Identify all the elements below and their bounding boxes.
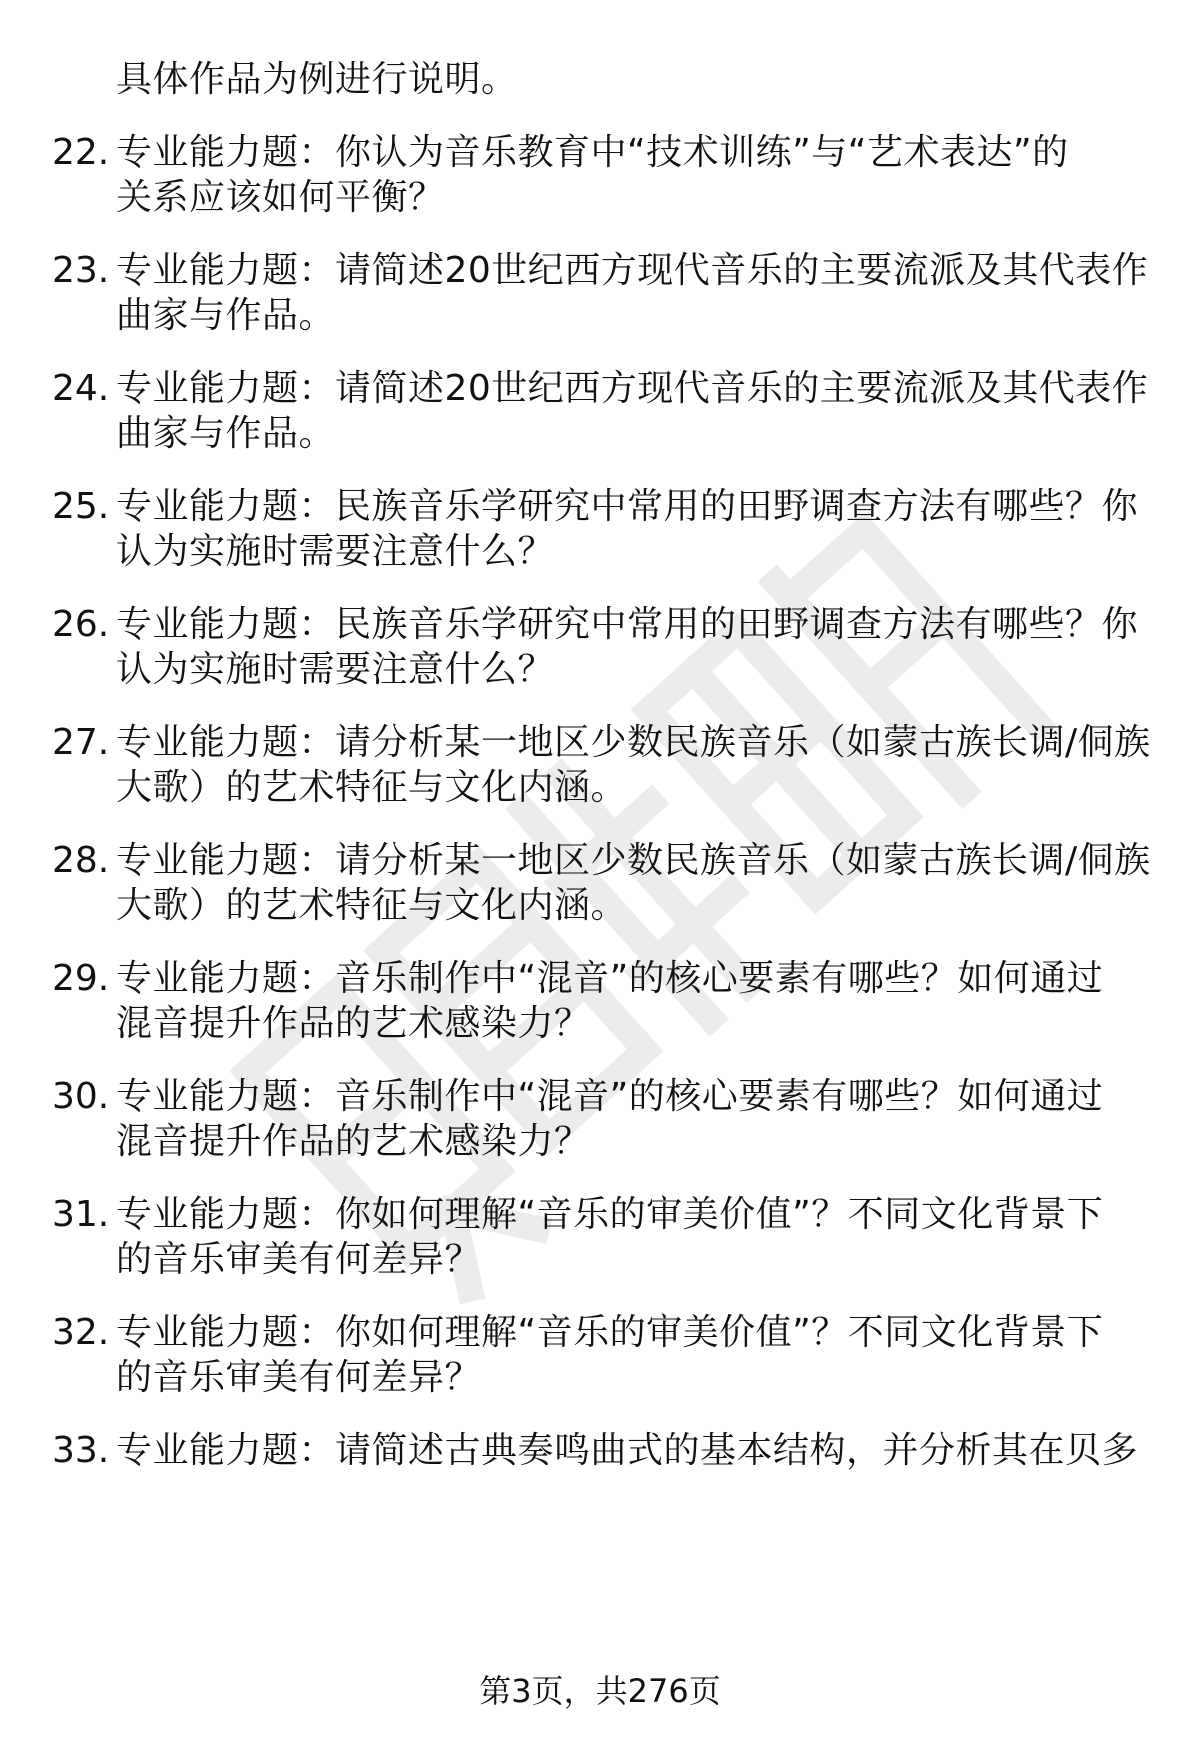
question-text: 专业能力题：音乐制作中“混音”的核心要素有哪些？如何通过 — [116, 958, 1104, 999]
question-number: 32. — [52, 1312, 110, 1353]
question-text: 专业能力题：民族音乐学研究中常用的田野调查方法有哪些？你 — [116, 486, 1139, 527]
question-text: 认为实施时需要注意什么？ — [116, 649, 555, 690]
question-text: 专业能力题：你如何理解“音乐的审美价值”？不同文化背景下 — [116, 1194, 1104, 1235]
question-text: 大歌）的艺术特征与文化内涵。 — [116, 885, 628, 926]
question-text: 专业能力题：请简述20世纪西方现代音乐的主要流派及其代表作 — [116, 368, 1149, 409]
question-text: 曲家与作品。 — [116, 413, 336, 454]
question-text: 的音乐审美有何差异？ — [116, 1357, 482, 1398]
question-number: 28. — [52, 840, 110, 881]
question-number: 33. — [52, 1430, 110, 1471]
question-text: 认为实施时需要注意什么？ — [116, 531, 555, 572]
question-number: 25. — [52, 486, 110, 527]
question-number: 27. — [52, 722, 110, 763]
page-footer: 第3页，共276页 — [479, 1672, 721, 1710]
question-text: 专业能力题：请分析某一地区少数民族音乐（如蒙古族长调/侗族 — [116, 840, 1151, 881]
question-number: 23. — [52, 250, 110, 291]
continuation-text: 具体作品为例进行说明。 — [116, 59, 518, 100]
question-text: 专业能力题：请简述20世纪西方现代音乐的主要流派及其代表作 — [116, 250, 1149, 291]
question-text: 专业能力题：音乐制作中“混音”的核心要素有哪些？如何通过 — [116, 1076, 1104, 1117]
question-number: 30. — [52, 1076, 110, 1117]
question-text: 的音乐审美有何差异？ — [116, 1239, 482, 1280]
question-text: 曲家与作品。 — [116, 295, 336, 336]
question-number: 22. — [52, 132, 110, 173]
question-text: 专业能力题：请分析某一地区少数民族音乐（如蒙古族长调/侗族 — [116, 722, 1151, 763]
question-text: 专业能力题：民族音乐学研究中常用的田野调查方法有哪些？你 — [116, 604, 1139, 645]
question-text: 大歌）的艺术特征与文化内涵。 — [116, 767, 628, 808]
question-number: 24. — [52, 368, 110, 409]
question-text: 关系应该如何平衡？ — [116, 177, 445, 218]
question-text: 专业能力题：你如何理解“音乐的审美价值”？不同文化背景下 — [116, 1312, 1104, 1353]
question-number: 26. — [52, 604, 110, 645]
question-text: 专业能力题：请简述古典奏鸣曲式的基本结构，并分析其在贝多 — [116, 1430, 1139, 1471]
question-text: 专业能力题：你认为音乐教育中“技术训练”与“艺术表达”的 — [116, 132, 1069, 173]
question-text: 混音提升作品的艺术感染力？ — [116, 1121, 591, 1162]
question-text: 混音提升作品的艺术感染力？ — [116, 1003, 591, 1044]
question-number: 31. — [52, 1194, 110, 1235]
question-number: 29. — [52, 958, 110, 999]
